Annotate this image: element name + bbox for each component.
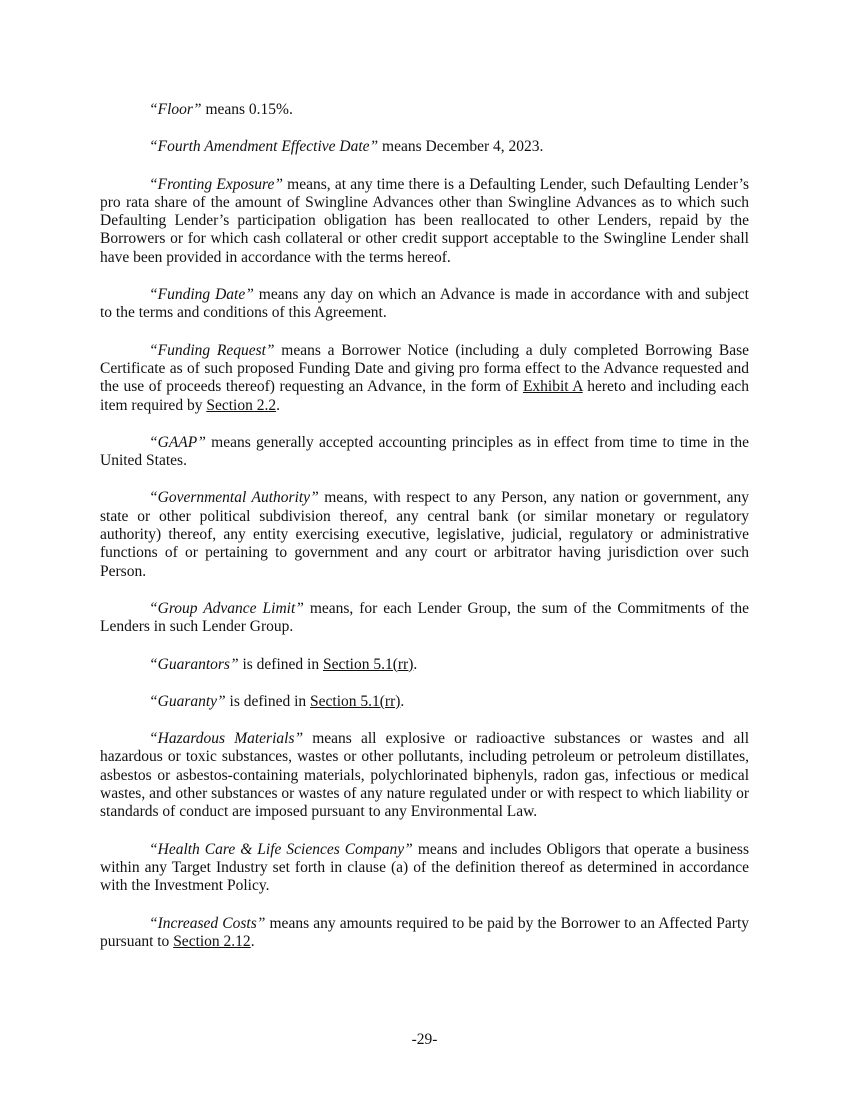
- defined-term: “Group Advance Limit”: [149, 599, 304, 617]
- defined-term: “Fronting Exposure”: [149, 175, 283, 193]
- definition-funding-date: [100, 286, 749, 323]
- defined-term: “Floor”: [149, 101, 202, 118]
- definition-text: means generally accepted accounting principles as in effect from time to time in the United States.: [100, 433, 749, 470]
- definition-text: is defined in: [238, 655, 323, 673]
- definition-text-continued: hereto and including each item required by: [100, 378, 750, 414]
- definition-increased-costs: [100, 915, 749, 952]
- defined-term: “Governmental Authority”: [149, 489, 319, 507]
- definition-text-end: .: [400, 692, 405, 710]
- defined-term: “Funding Request”: [149, 341, 275, 359]
- definition-health-care-life-sciences-company: [100, 841, 749, 896]
- definition-funding-request: [100, 342, 749, 415]
- definition-governmental-authority: [100, 489, 749, 580]
- definition-guarantors: [100, 656, 749, 674]
- page-number: -29-: [411, 1031, 438, 1048]
- definition-text-end: .: [413, 655, 418, 673]
- section-5-1-rr-reference: Section 5.1(rr): [310, 692, 401, 710]
- definition-text: means, at any time there is a Defaulting Lender, such Defaulting Lender’s pro rata share of the amount of Swingline Advances other than Swingline Advances as to which such Defaulting Lender’s participation obligation has been reallocated to other Lenders, repaid by the Borrowers or for which cash collateral or other credit support acceptable to the Swingline Lender shall have been provided in accordance with the terms hereof.: [100, 175, 749, 266]
- definition-fronting-exposure: [100, 176, 749, 267]
- exhibit-a-reference: Exhibit A: [522, 378, 583, 396]
- definition-text: means and includes Obligors that operate a business within any Target Industry set forth in clause (a) of the definition thereof as determined in accordance with the Investment Policy.: [100, 840, 749, 895]
- definition-floor: [100, 101, 749, 119]
- definition-text: means a Borrower Notice (including a duly completed Borrowing Base Certificate as of such proposed Funding Date and giving pro forma effect to the Advance requested and the use of proceeds thereof) requesting an Advance, in the form of: [100, 341, 749, 396]
- section-5-1-rr-reference: Section 5.1(rr): [322, 655, 414, 673]
- definition-hazardous-materials: [100, 730, 749, 821]
- defined-term: “Hazardous Materials”: [149, 730, 304, 748]
- section-2-2-reference: Section 2.2: [206, 396, 277, 414]
- defined-term: “GAAP”: [149, 433, 206, 451]
- defined-term: “Increased Costs”: [149, 914, 266, 932]
- definition-text: is defined in: [225, 692, 311, 710]
- definition-text: means December 4, 2023.: [378, 138, 544, 156]
- definitions-section: [100, 101, 749, 970]
- definition-text: means, for each Lender Group, the sum of the Commitments of the Lenders in such Lender Group.: [100, 599, 749, 636]
- definition-gaap: [100, 434, 749, 471]
- definition-fourth-amendment-effective-date: [100, 138, 749, 156]
- defined-term: “Guaranty”: [149, 692, 226, 710]
- definition-guaranty: [100, 693, 749, 711]
- definition-text: means, with respect to any Person, any nation or government, any state or other political subdivision thereof, any central bank (or similar monetary or regulatory authority) thereof, any entity exercising executive, legislative, judicial, regulatory or administrative functions of or pertaining to government and any court or arbitrator having jurisdiction over such Person.: [100, 489, 749, 580]
- defined-term: “Funding Date”: [149, 286, 254, 304]
- defined-term: “Fourth Amendment Effective Date”: [149, 138, 379, 156]
- section-2-12-reference: Section 2.12: [173, 932, 251, 950]
- definition-text: means any day on which an Advance is made in accordance with and subject to the terms and conditions of this Agreement.: [100, 286, 749, 322]
- definition-text-end: .: [250, 932, 255, 950]
- defined-term: “Guarantors”: [149, 655, 239, 673]
- definition-group-advance-limit: [100, 600, 749, 637]
- definition-text-end: .: [276, 396, 280, 414]
- definition-text: means 0.15%.: [201, 101, 293, 118]
- definition-text: means any amounts required to be paid by the Borrower to an Affected Party pursuant to: [100, 914, 749, 950]
- definition-text: means all explosive or radioactive substances or wastes and all hazardous or toxic substances, wastes or other pollutants, including petroleum or petroleum distillates, asbestos or asbestos-containing materials, polychlorinated biphenyls, radon gas, infectious or medical wastes, and other substances or wastes of any nature regulated under or with respect to which liability or standards of conduct are imposed pursuant to any Environmental Law.: [100, 730, 749, 821]
- defined-term: “Health Care & Life Sciences Company”: [149, 840, 413, 858]
